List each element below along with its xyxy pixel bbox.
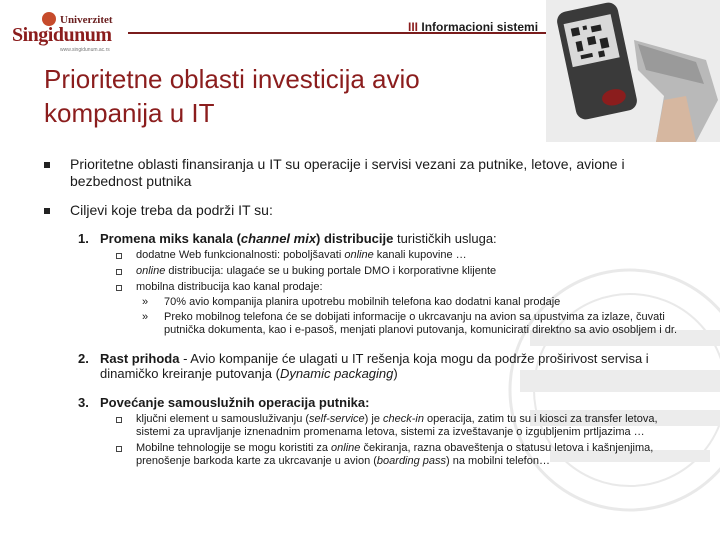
course-tag	[408, 20, 538, 34]
text-segment: channel mix	[240, 231, 317, 246]
text-segment: dodatne Web funkcionalnosti: poboljšavati	[136, 249, 345, 261]
goals-list	[44, 231, 694, 468]
bullet-text: Prioritetne oblasti finansiranja u IT su operacije i servisi vezani za putnike, letove, avione i bezbednost putnika	[70, 156, 625, 189]
sub-item	[44, 442, 694, 468]
logo-top-text: Univerzitet	[60, 14, 113, 26]
text-segment: online	[344, 249, 374, 261]
text-segment: self-service	[309, 413, 365, 425]
text-segment: Mobilne tehnologije se mogu koristiti za	[136, 442, 332, 454]
goal-item	[44, 395, 694, 410]
text-segment: check-in	[383, 413, 424, 425]
slide-content	[44, 156, 694, 468]
text-segment: Rast prihoda	[100, 351, 180, 366]
sub-sub-item	[44, 296, 694, 309]
goal-item	[44, 231, 694, 246]
text-segment: čekiranja, razna obaveštenja o statusu letova i kašnjenjima, prenošenje barkoda karte za ukrcavanje u avion (	[136, 442, 654, 467]
text-segment: Promena miks kanala (	[100, 231, 241, 246]
hollow-square-bullet-icon	[116, 417, 122, 423]
text-segment: - Avio kompanije će ulagati u IT rešenja koja mogu da podrže proširivost servisa i dinamičko kreiranje putovanja (	[100, 351, 649, 381]
sub-item	[44, 413, 694, 439]
text-segment: ) distribucije	[316, 231, 394, 246]
goal-number: 3.	[78, 395, 89, 410]
text-segment: mobilna distribucija kao kanal prodaje:	[136, 281, 323, 293]
scanner-phone-illustration-icon	[546, 0, 720, 142]
university-logo	[8, 14, 128, 54]
sub-item	[44, 265, 694, 278]
sub-sub-item	[44, 311, 694, 337]
goal-number: 2.	[78, 351, 89, 366]
slide-title: Prioritetne oblasti investicija avio kompanija u IT	[44, 64, 420, 128]
text-segment: online	[136, 265, 166, 277]
text-segment: )	[393, 366, 398, 381]
text-segment: turističkih usluga:	[393, 231, 497, 246]
square-bullet-icon	[44, 162, 50, 168]
barcode-scanner-photo	[546, 0, 720, 142]
text-segment: ) na mobilni telefon…	[446, 455, 550, 467]
sub-item	[44, 281, 694, 294]
text-segment: ) je	[364, 413, 383, 425]
sub-sub-text: Preko mobilnog telefona će se dobijati informacije o ukrcavanju na avion sa upustvima za izlaze, čuvati putnička dokumenta, kao i e-pasoš, menjati planovi putovanja, komunicirati direktno sa avio osobljem i dr.	[164, 311, 677, 336]
goal-item	[44, 351, 694, 381]
bullet-text: Ciljevi koje treba da podrži IT su:	[70, 202, 273, 218]
text-segment: operacija, zatim tu su i kiosci za transfer letova, sistemi za upravljanje iznenadnim promenama letova, sistemi za izveštavanje o izgubljenim prtljazima …	[136, 413, 658, 438]
square-bullet-icon	[44, 208, 50, 214]
hollow-square-bullet-icon	[116, 253, 122, 259]
text-segment: kanali kupovine …	[373, 249, 467, 261]
goal-number: 1.	[78, 231, 89, 246]
text-segment: ključni element u samousluživanju (	[136, 413, 310, 425]
hollow-square-bullet-icon	[116, 269, 122, 275]
logo-url: www.singidunum.ac.rs	[60, 47, 110, 53]
sub-item	[44, 249, 694, 262]
hollow-square-bullet-icon	[116, 285, 122, 291]
logo-name: Singidunum	[12, 24, 112, 46]
bullet-item	[44, 156, 694, 190]
course-tag-text: Informacioni sistemi	[421, 20, 539, 34]
chevron-bullet-icon: »	[142, 311, 149, 323]
text-segment: distribucija: ulagaće se u buking portale DMO i korporativne klijente	[165, 265, 497, 277]
text-segment: Dynamic packaging	[279, 366, 394, 381]
text-segment: Povećanje samouslužnih operacija putnika:	[100, 395, 370, 410]
course-tag-mark: III	[408, 20, 419, 34]
text-segment: boarding pass	[376, 455, 447, 467]
chevron-bullet-icon: »	[142, 296, 149, 308]
text-segment: online	[331, 442, 361, 454]
bullet-item	[44, 202, 694, 219]
sub-sub-text: 70% avio kompanija planira upotrebu mobilnih telefona kao dodatni kanal prodaje	[164, 296, 561, 308]
hollow-square-bullet-icon	[116, 446, 122, 452]
